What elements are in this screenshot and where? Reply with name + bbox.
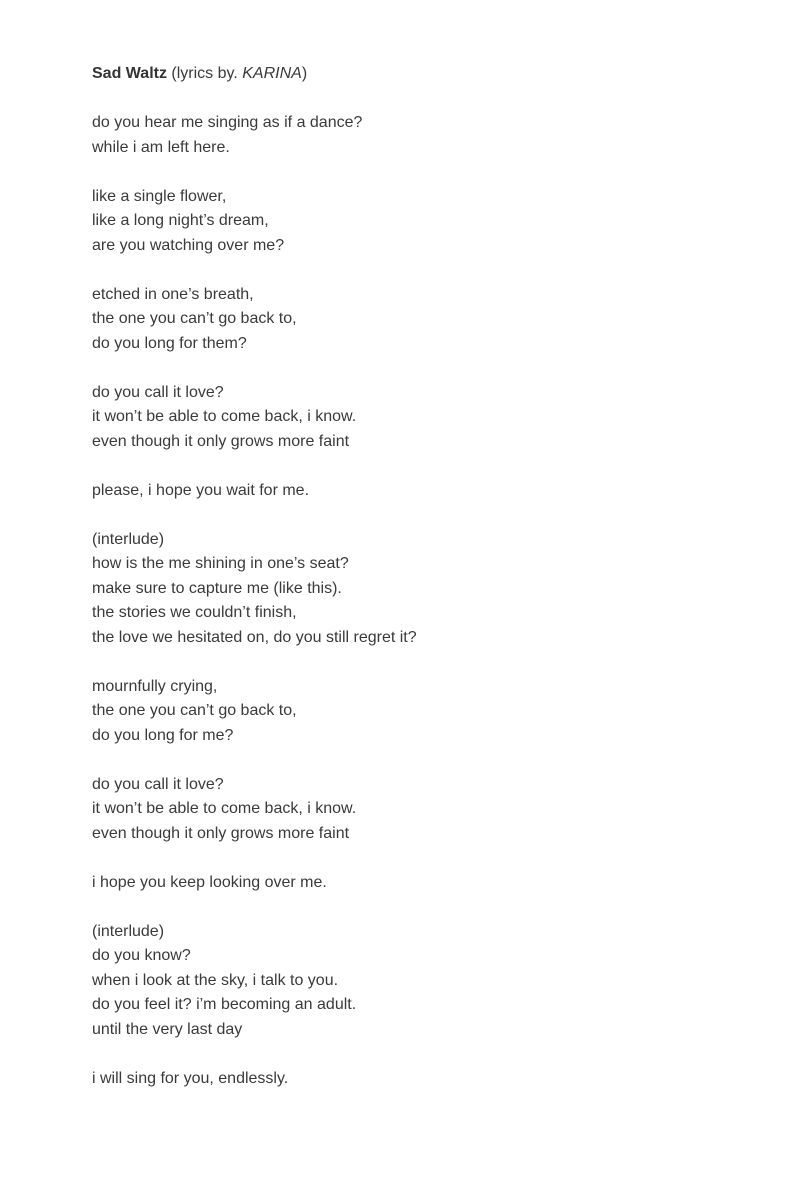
lyrics-body [92,111,772,1091]
stanza [92,283,772,357]
lyric-line: do you long for me? [92,726,234,744]
song-title-name: Sad Waltz [92,65,167,82]
lyric-line: mournfully crying, [92,677,218,695]
stanza [92,675,772,749]
lyric-line: like a long night’s dream, [92,212,269,229]
lyric-line: make sure to capture me (like this). [92,579,342,597]
lyric-line: like a single flower, [92,187,227,205]
lyric-line: when i look at the sky, i talk to you. [92,971,339,989]
lyric-line: (interlude) [92,922,165,940]
lyric-line: i hope you keep looking over me. [92,873,327,891]
lyric-line: do you know? [92,947,191,964]
lyric-line: etched in one’s breath, [92,285,254,303]
lyric-line: it won’t be able to come back, i know. [92,800,357,817]
stanza [92,528,772,651]
lyric-line: i will sing for you, endlessly. [92,1069,289,1087]
stanza [92,381,772,455]
title-credit-suffix: ) [301,65,308,82]
lyric-line: the one you can’t go back to, [92,310,297,327]
lyric-line: how is the me shining in one’s seat? [92,555,349,572]
stanza [92,871,772,896]
stanza [92,1067,772,1092]
lyric-line: the love we hesitated on, do you still regret it? [92,628,417,646]
lyric-line: (interlude) [92,530,165,548]
lyric-line: the one you can’t go back to, [92,702,297,719]
lyric-line: the stories we couldn’t finish, [92,604,297,621]
stanza [92,773,772,847]
lyric-line: please, i hope you wait for me. [92,481,310,499]
stanza [92,479,772,504]
lyric-line: do you hear me singing as if a dance? [92,114,363,131]
title-author: KARINA [242,65,302,82]
lyric-line: it won’t be able to come back, i know. [92,408,357,425]
lyric-line: until the very last day [92,1020,243,1038]
lyric-line: do you call it love? [92,775,224,793]
lyric-line: do you feel it? i’m becoming an adult. [92,996,357,1013]
lyric-line: do you long for them? [92,334,247,352]
stanza [92,111,772,160]
song-title [92,62,772,87]
lyric-line: even though it only grows more faint [92,824,350,842]
lyric-line: are you watching over me? [92,236,285,254]
lyric-line: do you call it love? [92,383,224,401]
lyrics-document [92,62,772,1116]
stanza [92,920,772,1043]
lyric-line: even though it only grows more faint [92,432,350,450]
title-credit-prefix: (lyrics by. [166,65,243,82]
stanza [92,185,772,259]
lyric-line: while i am left here. [92,138,230,156]
